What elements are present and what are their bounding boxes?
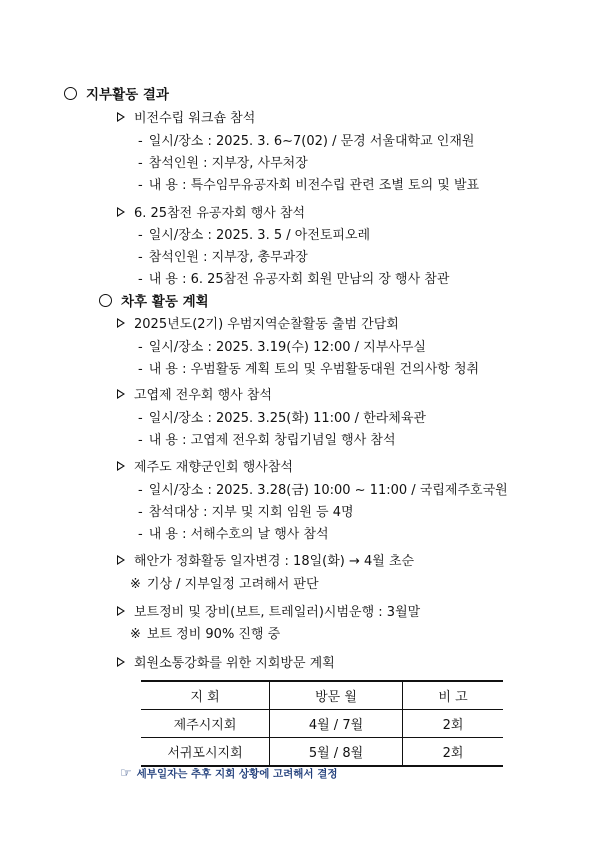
pointing-hand-icon: ☞ [120,766,132,781]
table-cell: 2회 [403,710,504,738]
detail-text: 참석인원 : 지부장, 사무처장 [148,156,308,171]
reference-mark-icon: ※ [130,577,141,592]
detail-line: - 내 용 : 서해수호의 날 행사 참석 [138,527,329,542]
item-title-text: 보트정비 및 장비(보트, 트레일러)시범운행 : 3월말 [134,605,421,620]
triangle-bullet-icon [117,112,125,122]
detail-line: - 일시/장소 : 2025. 3.25(화) 11:00 / 한라체육관 [138,411,426,426]
section2-item1-title [117,316,399,334]
section2-item2-title [117,387,272,405]
note-text: 보트 정비 90% 진행 중 [146,627,281,642]
triangle-bullet-icon [117,657,125,667]
circle-bullet-icon [64,87,77,100]
detail-text: 일시/장소 : 2025. 3. 5 / 아전토피오레 [148,228,371,243]
table-header-row [141,681,503,710]
section2-heading [99,293,209,311]
section1-item1-title [117,110,255,128]
table-header-cell: 비 고 [403,681,504,710]
detail-line: - 내 용 : 특수임무유공자회 비전수립 관련 조별 토의 및 발표 [138,178,480,193]
circle-bullet-icon [99,294,112,307]
triangle-bullet-icon [117,389,125,399]
detail-line: - 내 용 : 6. 25참전 유공자회 회원 만남의 장 행사 참관 [138,272,450,287]
detail-text: 일시/장소 : 2025. 3.19(수) 12:00 / 지부사무실 [148,340,426,355]
table-header-cell: 방문 월 [270,681,403,710]
section1-title: 지부활동 결과 [86,87,169,103]
detail-text: 내 용 : 우범활동 계획 토의 및 우범활동대원 건의사항 청취 [148,362,480,377]
detail-line: - 내 용 : 고엽제 전우회 창립기념일 행사 참석 [138,433,396,448]
section2-item3-title [117,459,293,477]
item-title-text: 회원소통강화를 위한 지회방문 계획 [134,656,335,671]
table-cell: 5월 / 8월 [270,738,403,767]
detail-line: - 일시/장소 : 2025. 3. 6∼7(02) / 문경 서울대학교 인재원 [138,134,475,149]
detail-text: 내 용 : 고엽제 전우회 창립기념일 행사 참석 [148,433,396,448]
triangle-bullet-icon [117,461,125,471]
item-title-text: 2025년도(2기) 우범지역순찰활동 출범 간담회 [134,317,399,332]
detail-line: - 참석인원 : 지부장, 사무처장 [138,156,308,171]
detail-text: 내 용 : 6. 25참전 유공자회 회원 만남의 장 행사 참관 [148,272,450,287]
item-title-text: 제주도 재향군인회 행사참석 [134,460,293,475]
table-cell: 4월 / 7월 [270,710,403,738]
detail-text: 일시/장소 : 2025. 3.25(화) 11:00 / 한라체육관 [148,411,426,426]
detail-text: 참석대상 : 지부 및 지회 임원 등 4명 [148,505,354,520]
detail-text: 일시/장소 : 2025. 3. 6∼7(02) / 문경 서울대학교 인재원 [148,134,475,149]
detail-text: 내 용 : 특수임무유공자회 비전수립 관련 조별 토의 및 발표 [148,178,480,193]
triangle-bullet-icon [117,207,125,217]
section2-item4-title [117,553,414,571]
note-text: 기상 / 지부일정 고려해서 판단 [146,577,319,592]
table-cell: 서귀포시지회 [141,738,270,767]
footnote [120,766,338,781]
triangle-bullet-icon [117,555,125,565]
detail-line: - 내 용 : 우범활동 계획 토의 및 우범활동대원 건의사항 청취 [138,362,480,377]
note-line [130,626,280,644]
table-cell: 제주시지회 [141,710,270,738]
section2-item5-title [117,604,420,622]
footnote-text: 세부일자는 추후 지회 상황에 고려해서 결정 [136,768,338,780]
detail-line: - 일시/장소 : 2025. 3.19(수) 12:00 / 지부사무실 [138,340,426,355]
section1-heading [64,86,169,104]
table-header-cell: 지 회 [141,681,270,710]
triangle-bullet-icon [117,606,125,616]
item-title-text: 고엽제 전우회 행사 참석 [134,388,272,403]
reference-mark-icon: ※ [130,627,141,642]
detail-line: - 일시/장소 : 2025. 3. 5 / 아전토피오레 [138,228,371,243]
detail-line: - 일시/장소 : 2025. 3.28(금) 10:00 ~ 11:00 / 국립제주호국원 [138,483,508,498]
item-title-text: 해안가 정화활동 일자변경 : 18일(화) → 4월 초순 [134,554,415,569]
item-title-text: 6. 25참전 유공자회 행사 참석 [134,206,306,221]
note-line [130,576,319,594]
table-row [141,738,503,767]
triangle-bullet-icon [117,318,125,328]
item-title-text: 비전수립 워크숍 참석 [134,111,256,126]
section1-item2-title [117,205,305,223]
detail-text: 일시/장소 : 2025. 3.28(금) 10:00 ~ 11:00 / 국립제주호국원 [148,483,508,498]
detail-text: 참석인원 : 지부장, 총무과장 [148,250,308,265]
detail-line: - 참석대상 : 지부 및 지회 임원 등 4명 [138,505,354,520]
table-cell: 2회 [403,738,504,767]
section2-title: 차후 활동 계획 [121,294,209,310]
table-row [141,710,503,738]
detail-line: - 참석인원 : 지부장, 총무과장 [138,250,308,265]
visit-plan-table [141,680,503,767]
section2-item6-title [117,655,335,673]
detail-text: 내 용 : 서해수호의 날 행사 참석 [148,527,329,542]
